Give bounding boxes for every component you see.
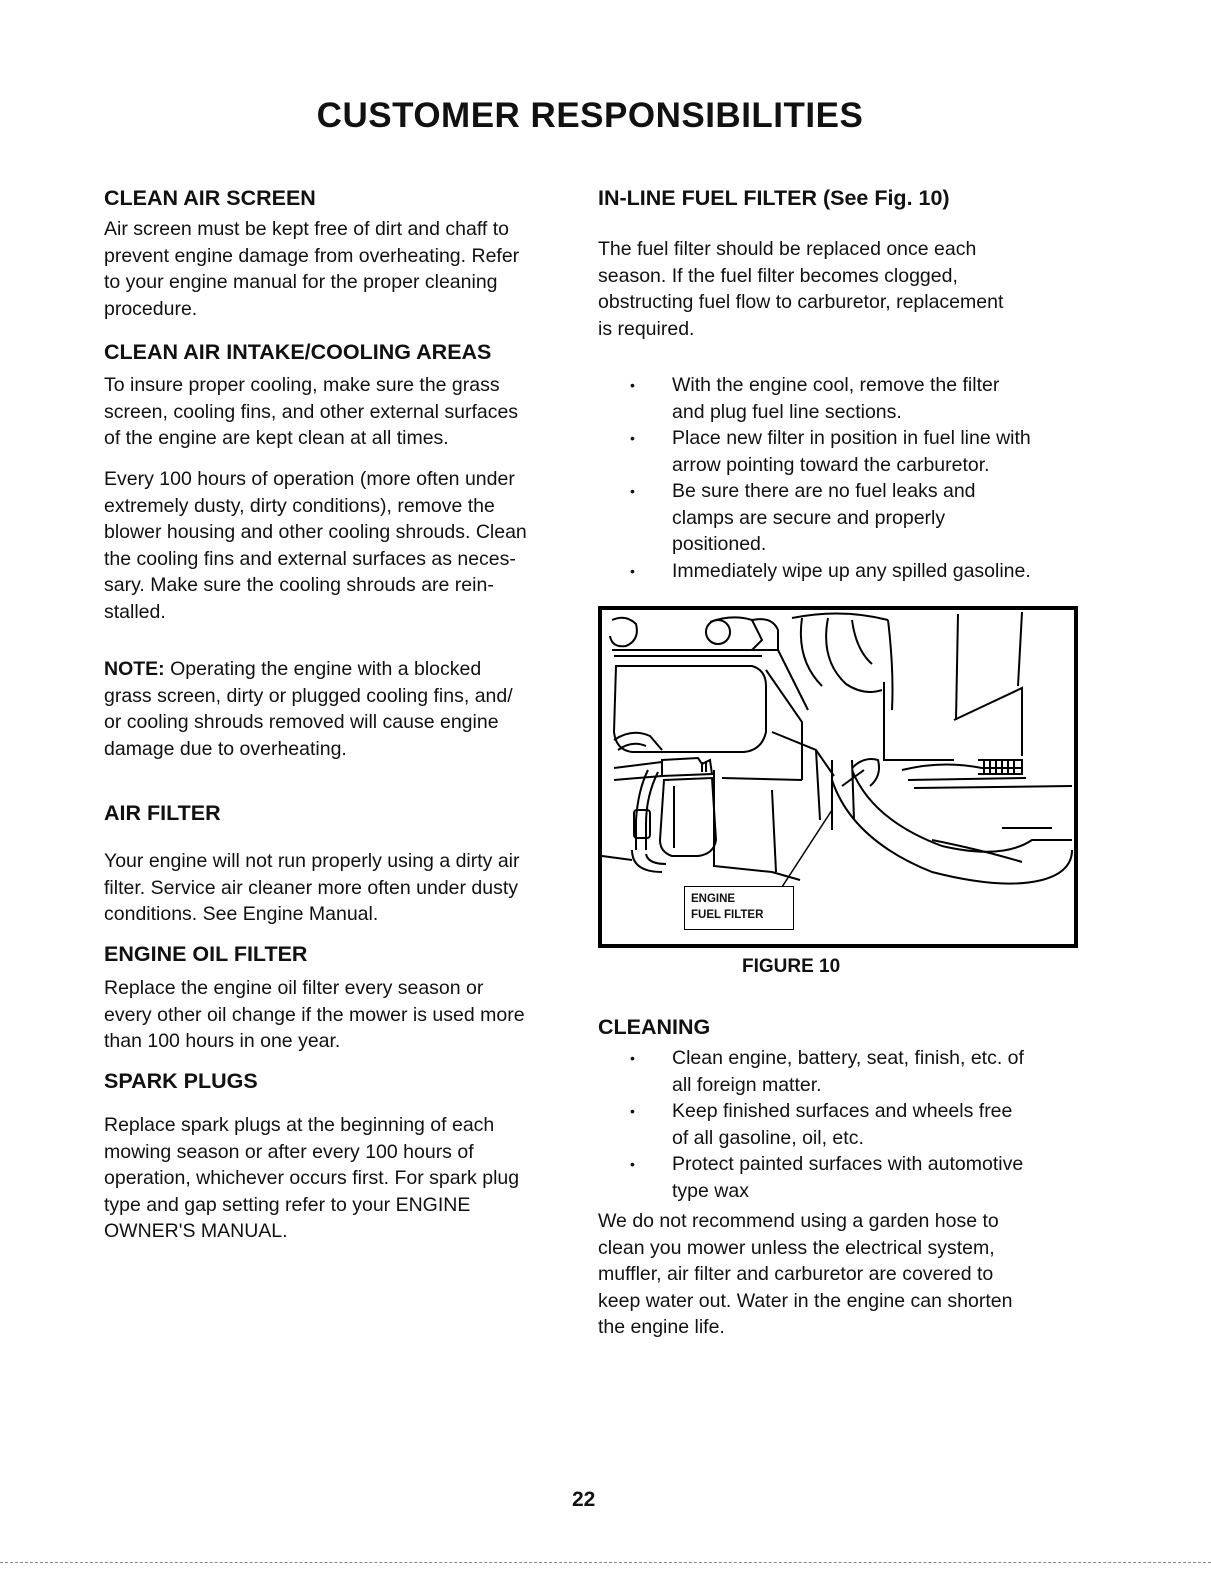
- text-line: of all gasoline, oil, etc.: [672, 1126, 864, 1149]
- figure-caption: FIGURE 10: [742, 956, 841, 977]
- text-line: The fuel filter should be replaced once each: [598, 238, 977, 260]
- note-label: NOTE:: [104, 658, 165, 680]
- text-line: Air screen must be kept free of dirt and chaff to: [104, 218, 510, 240]
- callout-text: FUEL FILTER: [691, 909, 764, 921]
- spark-plugs-heading: SPARK PLUGS: [104, 1069, 258, 1093]
- figure-10-illustration: [598, 606, 1078, 948]
- text-line: to your engine manual for the proper cleaning: [104, 271, 498, 293]
- text-line: Replace the engine oil filter every season or: [104, 977, 484, 999]
- text-line: screen, cooling fins, and other external surfaces: [104, 400, 519, 423]
- text-line: procedure.: [104, 297, 198, 320]
- bullet-icon: •: [630, 377, 635, 393]
- text-line: of the engine are kept clean at all times.: [104, 427, 449, 449]
- cleaning-body: [598, 1208, 1088, 1341]
- bullet-icon: •: [630, 483, 635, 499]
- text-line: OWNER'S MANUAL.: [104, 1220, 288, 1242]
- clean-air-screen-body: [104, 216, 519, 322]
- air-filter-body: [104, 848, 520, 928]
- text-line: sary. Make sure the cooling shrouds are rein-: [104, 574, 494, 596]
- text-line: or cooling shrouds removed will cause engine: [104, 711, 499, 733]
- text-line: To insure proper cooling, make sure the grass: [104, 374, 500, 396]
- text-line: extremely dusty, dirty conditions), remove the: [104, 494, 495, 517]
- text-line: obstructing fuel flow to carburetor, replacement: [598, 291, 1004, 313]
- text-line: clamps are secure and properly: [672, 506, 946, 529]
- bullet-icon: •: [630, 562, 635, 579]
- page-number: 22: [572, 1488, 596, 1511]
- text-line: We do not recommend using a garden hose to: [598, 1210, 999, 1232]
- bullet-icon: •: [630, 1103, 635, 1119]
- text-line: conditions. See Engine Manual.: [104, 903, 379, 925]
- page-bottom-edge: [0, 1562, 1211, 1563]
- text-line: Immediately wipe up any spilled gasoline.: [672, 559, 1031, 582]
- text-line: filter. Service air cleaner more often under dusty: [104, 876, 519, 899]
- text-line: muffler, air filter and carburetor are covered to: [598, 1263, 994, 1285]
- engine-fuel-filter-callout: [684, 886, 794, 930]
- text-line: blower housing and other cooling shrouds. Clean: [104, 521, 527, 543]
- text-line: Protect painted surfaces with automotive: [672, 1153, 1024, 1175]
- engine-oil-filter-body: [104, 975, 525, 1055]
- text-line: damage due to overheating.: [104, 737, 347, 760]
- text-line: Replace spark plugs at the beginning of each: [104, 1114, 495, 1136]
- text-line: Operating the engine with a blocked: [164, 658, 482, 680]
- inline-fuel-filter-heading: IN-LINE FUEL FILTER (See Fig. 10): [598, 186, 950, 210]
- cleaning-list: [598, 1045, 1088, 1204]
- bullet-icon: •: [630, 1050, 635, 1066]
- text-line: grass screen, dirty or plugged cooling fins, and/: [104, 684, 513, 707]
- text-line: all foreign matter.: [672, 1073, 822, 1096]
- clean-air-intake-para-2: [104, 466, 527, 625]
- list-item: [598, 1151, 1088, 1204]
- engine-fuel-filter-drawing: [602, 610, 1074, 944]
- text-line: than 100 hours in one year.: [104, 1030, 341, 1052]
- list-item: [598, 425, 1088, 478]
- inline-fuel-filter-body: [598, 236, 1003, 342]
- list-item: [598, 1098, 1088, 1151]
- clean-air-intake-heading: CLEAN AIR INTAKE/COOLING AREAS: [104, 340, 492, 364]
- text-line: type and gap setting refer to your ENGINE: [104, 1193, 471, 1216]
- text-line: is required.: [598, 317, 695, 340]
- text-line: operation, whichever occurs first. For spark plug: [104, 1167, 520, 1189]
- text-line: season. If the fuel filter becomes clogged,: [598, 264, 958, 287]
- text-line: every other oil change if the mower is used more: [104, 1003, 525, 1026]
- list-item: [598, 372, 1088, 425]
- text-line: Your engine will not run properly using a dirty air: [104, 850, 520, 872]
- text-line: stalled.: [104, 600, 166, 623]
- callout-text: ENGINE: [691, 893, 736, 905]
- text-line: positioned.: [672, 533, 767, 555]
- text-line: clean you mower unless the electrical system,: [598, 1236, 995, 1259]
- text-line: and plug fuel line sections.: [672, 400, 902, 423]
- text-line: type wax: [672, 1179, 749, 1202]
- text-line: the engine life.: [598, 1316, 725, 1338]
- engine-oil-filter-heading: ENGINE OIL FILTER: [104, 942, 308, 966]
- list-item: [598, 1045, 1088, 1098]
- page-title: CUSTOMER RESPONSIBILITIES: [316, 96, 864, 135]
- cleaning-heading: CLEANING: [598, 1015, 711, 1039]
- air-filter-heading: AIR FILTER: [104, 801, 221, 825]
- clean-air-screen-heading: CLEAN AIR SCREEN: [104, 186, 316, 210]
- list-item: [598, 478, 1088, 558]
- text-line: arrow pointing toward the carburetor.: [672, 453, 990, 476]
- bullet-icon: •: [630, 430, 635, 446]
- fuel-filter-steps-list: [598, 372, 1088, 584]
- text-line: the cooling fins and external surfaces as neces-: [104, 547, 516, 570]
- text-line: mowing season or after every 100 hours of: [104, 1140, 474, 1163]
- text-line: With the engine cool, remove the filter: [672, 374, 1000, 396]
- text-line: Every 100 hours of operation (more often under: [104, 468, 515, 490]
- list-item: [598, 558, 1088, 585]
- text-line: Be sure there are no fuel leaks and: [672, 480, 976, 502]
- note-paragraph: [104, 656, 513, 762]
- text-line: keep water out. Water in the engine can shorten: [598, 1289, 1013, 1312]
- text-line: Keep finished surfaces and wheels free: [672, 1100, 1013, 1122]
- bullet-icon: •: [630, 1156, 635, 1172]
- spark-plugs-body: [104, 1112, 519, 1245]
- clean-air-intake-para-1: [104, 372, 518, 452]
- text-line: Place new filter in position in fuel line with: [672, 427, 1031, 449]
- text-line: Clean engine, battery, seat, finish, etc. of: [672, 1047, 1024, 1069]
- text-line: prevent engine damage from overheating. Refer: [104, 244, 520, 267]
